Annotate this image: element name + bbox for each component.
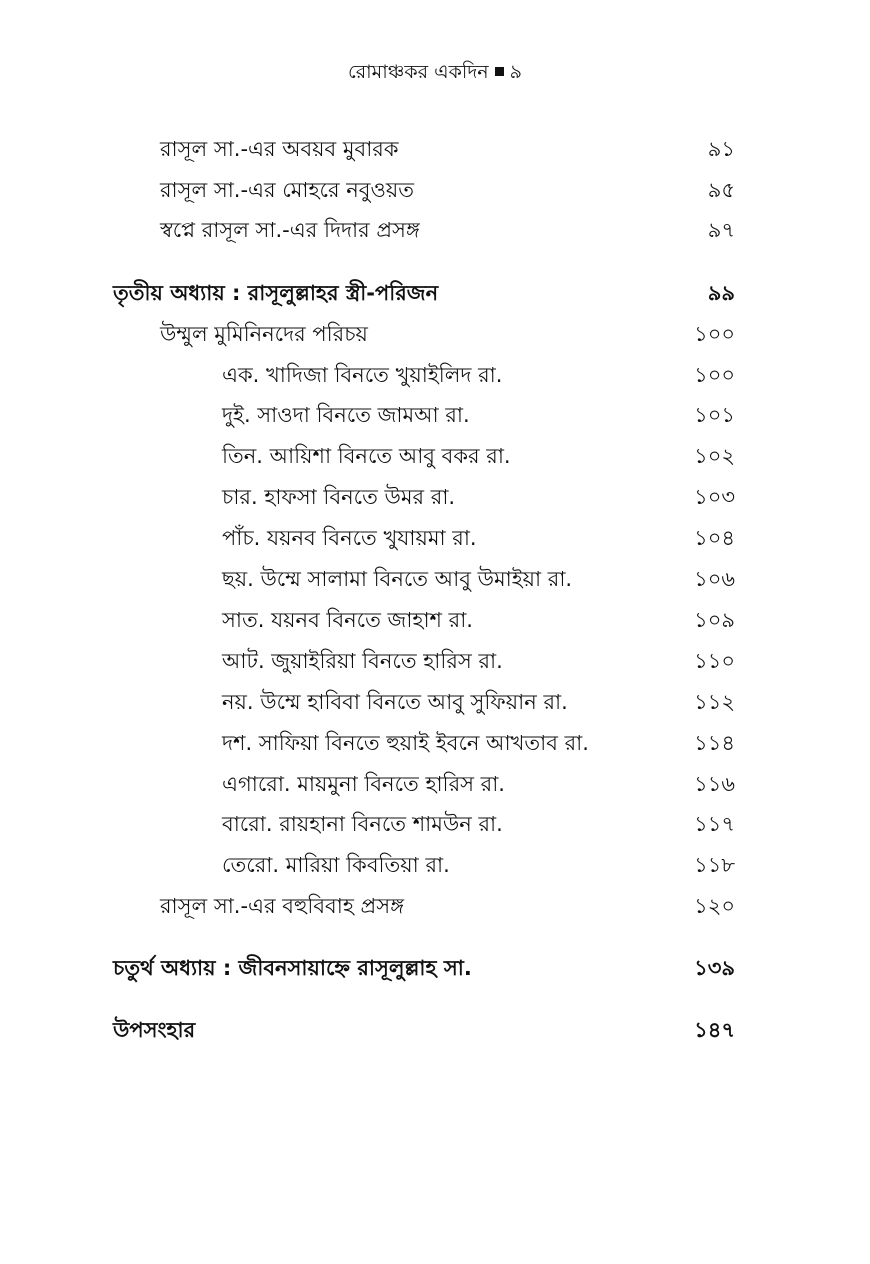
toc-subentry-title: চার. হাফসা বিনতে উমর রা. xyxy=(222,485,456,509)
separator-square-icon xyxy=(495,67,504,76)
toc-subentry xyxy=(0,726,870,760)
toc-entry-page: ১০০ xyxy=(694,322,735,346)
toc-entry-title: স্বপ্নে রাসূল সা.-এর দিদার প্রসঙ্গ xyxy=(160,218,420,242)
toc-subentry xyxy=(0,848,870,882)
toc-subentry-title: এগারো. মায়মুনা বিনতে হারিস রা. xyxy=(222,772,505,796)
running-header xyxy=(0,58,870,86)
toc-subentry xyxy=(0,807,870,841)
toc-chapter-page: ১৩৯ xyxy=(694,956,735,980)
toc-subentry-title: আট. জুয়াইরিয়া বিনতে হারিস রা. xyxy=(222,649,503,673)
toc-subentry xyxy=(0,562,870,596)
toc-subentry-title: এক. খাদিজা বিনতে খুয়াইলিদ রা. xyxy=(222,363,503,387)
page-number: ৯ xyxy=(509,61,522,83)
toc-chapter-page: ১৪৭ xyxy=(694,1018,735,1042)
toc-subentry xyxy=(0,603,870,637)
toc-entry-page: ৯১ xyxy=(707,137,735,161)
toc-subentry-page: ১১০ xyxy=(694,649,735,673)
toc-subentry-page: ১১২ xyxy=(694,690,735,714)
toc-entry-title: রাসূল সা.-এর মোহরে নবুওয়ত xyxy=(160,178,415,202)
toc-subentry-title: নয়. উম্মে হাবিবা বিনতে আবু সুফিয়ান রা. xyxy=(222,690,568,714)
toc-subentry-page: ১০৯ xyxy=(694,608,735,632)
toc-subentry xyxy=(0,685,870,719)
toc-subentry-title: পাঁচ. যয়নব বিনতে খুযায়মা রা. xyxy=(222,526,477,550)
toc-subentry-page: ১০৬ xyxy=(694,567,735,591)
toc-subentry-title: বারো. রায়হানা বিনতে শামউন রা. xyxy=(222,812,503,836)
toc-subentry-page: ১১৭ xyxy=(694,812,735,836)
toc-subentry xyxy=(0,358,870,392)
toc-subentry-page: ১০৩ xyxy=(694,485,735,509)
toc-entry-page: ৯৭ xyxy=(707,218,735,242)
toc-entry xyxy=(0,213,870,247)
toc-entry-title: রাসূল সা.-এর অবয়ব মুবারক xyxy=(160,137,399,161)
toc-subentry-title: দুই. সাওদা বিনতে জামআ রা. xyxy=(222,403,470,427)
toc-subentry xyxy=(0,767,870,801)
toc-chapter xyxy=(0,1013,870,1047)
toc-subentry xyxy=(0,644,870,678)
toc-subentry-page: ১০১ xyxy=(694,403,735,427)
toc-chapter xyxy=(0,276,870,310)
toc-subentry xyxy=(0,480,870,514)
toc-entry xyxy=(0,889,870,923)
toc-subentry-title: তিন. আয়িশা বিনতে আবু বকর রা. xyxy=(222,444,511,468)
toc-entry-page: ১২০ xyxy=(694,894,735,918)
toc-subentry-page: ১০০ xyxy=(694,363,735,387)
toc-chapter-title: চতুর্থ অধ্যায় : জীবনসায়াহ্নে রাসূলুল্লাহ সা. xyxy=(113,956,472,980)
toc-subentry-title: সাত. যয়নব বিনতে জাহাশ রা. xyxy=(222,608,473,632)
toc-chapter-title: উপসংহার xyxy=(113,1018,196,1042)
toc-subentry-title: ছয়. উম্মে সালামা বিনতে আবু উমাইয়া রা. xyxy=(222,567,573,591)
toc-entry-page: ৯৫ xyxy=(707,178,735,202)
toc-subentry xyxy=(0,521,870,555)
toc-subentry-page: ১১৬ xyxy=(694,772,735,796)
toc-subentry-page: ১০৪ xyxy=(694,526,735,550)
toc-subentry xyxy=(0,439,870,473)
toc-subentry-title: দশ. সাফিয়া বিনতে হুয়াই ইবনে আখতাব রা. xyxy=(222,731,589,755)
toc-subentry-title: তেরো. মারিয়া কিবতিয়া রা. xyxy=(222,853,450,877)
toc-chapter-title: তৃতীয় অধ্যায় : রাসূলুল্লাহর স্ত্রী-পরিজন xyxy=(113,281,439,305)
toc-entry-title: উম্মুল মুমিনিনদের পরিচয় xyxy=(160,322,368,346)
toc-chapter xyxy=(0,951,870,985)
toc-subentry xyxy=(0,398,870,432)
toc-chapter-page: ৯৯ xyxy=(707,281,735,305)
toc-entry-title: রাসূল সা.-এর বহুবিবাহ প্রসঙ্গ xyxy=(160,894,405,918)
toc-subentry-page: ১১৮ xyxy=(694,853,735,877)
book-title: রোমাঞ্চকর একদিন xyxy=(348,61,489,83)
toc-entry xyxy=(0,173,870,207)
toc-entry xyxy=(0,317,870,351)
toc-subentry-page: ১১৪ xyxy=(694,731,735,755)
toc-subentry-page: ১০২ xyxy=(694,444,735,468)
toc-entry xyxy=(0,132,870,166)
